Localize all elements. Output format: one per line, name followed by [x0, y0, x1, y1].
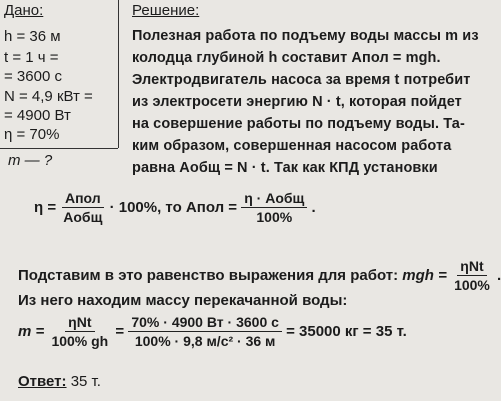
mass-equation — [18, 314, 407, 349]
para2-line2: Из него находим массу перекачанной воды: — [18, 292, 348, 309]
solution-line: на совершение работы по подъему воды. Та- — [132, 116, 465, 132]
eq2-lhs: m = — [18, 323, 45, 340]
efficiency-equation — [34, 190, 316, 225]
find-line: m — ? — [8, 152, 53, 169]
eq1-mult: · 100%, то — [109, 199, 182, 216]
eq1-lhs2: Aпол = — [185, 199, 238, 216]
eq2-fraction2 — [128, 314, 282, 349]
eq2-numerator1: ηNt — [65, 314, 94, 332]
divider-vertical — [118, 0, 119, 148]
eq1-lhs: η = — [34, 199, 57, 216]
eq1-fraction2 — [241, 190, 307, 225]
para2-eq: mgh = — [402, 267, 447, 284]
solution-line: ким образом, совершенная насосом работа — [132, 138, 452, 154]
para2-end: . — [497, 267, 501, 284]
given-line: η = 70% — [4, 126, 60, 143]
solution-line: колодца глубиной h составит Aпол = mgh. — [132, 50, 441, 66]
given-line: = 3600 с — [4, 68, 62, 85]
para2-fraction — [451, 258, 493, 293]
given-line: = 4900 Вт — [4, 107, 71, 124]
solution-line: из электросети энергию N · t, которая пойдет — [132, 94, 462, 110]
given-title: Дано: — [4, 2, 44, 19]
solution-line: Электродвигатель насоса за время t потребит — [132, 72, 471, 88]
given-line: t = 1 ч = — [4, 49, 59, 66]
eq2-denominator2: 100% · 9,8 м/с² · 36 м — [134, 333, 276, 349]
eq2-numerator2: 70% · 4900 Вт · 3600 с — [128, 314, 282, 332]
solution-title: Решение: — [132, 2, 200, 19]
divider-horizontal — [0, 148, 118, 149]
answer-label: Ответ: — [18, 373, 67, 390]
eq1-fraction — [60, 190, 105, 225]
eq2-denominator1: 100% gh — [51, 333, 109, 349]
given-line: N = 4,9 кВт = — [4, 88, 93, 105]
substitution-line — [18, 258, 501, 293]
para2-numerator: ηNt — [457, 258, 486, 276]
para2-denominator: 100% — [454, 277, 490, 293]
eq2-fraction1 — [48, 314, 111, 349]
eq2-equals: = — [115, 323, 125, 340]
solution-line: Полезная работа по подъему воды массы m из — [132, 28, 479, 44]
eq1-end: . — [311, 199, 316, 216]
eq1-denominator2: 100% — [256, 209, 293, 225]
eq1-denominator: Aобщ — [63, 209, 103, 225]
solution-line: равна Aобщ = N · t. Так как КПД установки — [132, 160, 438, 176]
given-line: h = 36 м — [4, 28, 61, 45]
eq2-result: = 35000 кг = 35 т. — [286, 323, 407, 340]
answer-value: 35 т. — [70, 373, 101, 390]
eq1-numerator2: η · Aобщ — [241, 190, 307, 208]
para2-line1: Подставим в это равенство выражения для работ: — [18, 267, 399, 284]
answer-line — [18, 373, 101, 390]
eq1-numerator: Aпол — [62, 190, 104, 208]
